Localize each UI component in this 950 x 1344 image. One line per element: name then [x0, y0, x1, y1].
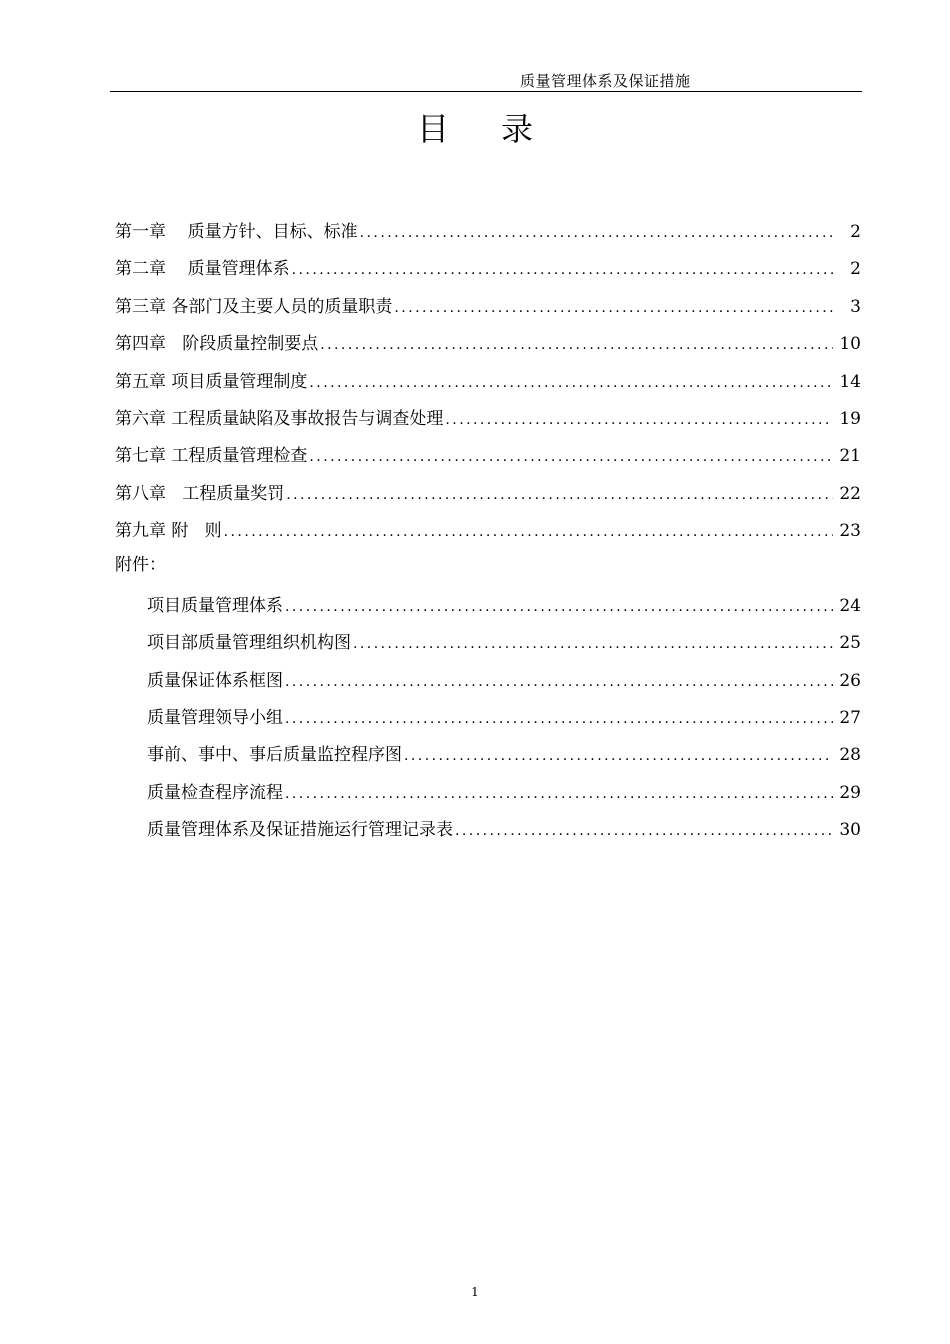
toc-leader-dots [353, 636, 833, 652]
toc-page-number: 27 [839, 708, 861, 729]
toc-page-number: 28 [839, 745, 861, 766]
toc-entry-label [115, 367, 307, 392]
toc-entry-appendix-7[interactable] [115, 815, 861, 852]
toc-entry-appendix-1[interactable] [115, 591, 861, 628]
toc-gap [166, 334, 182, 354]
toc-chapter-title: 工程质量奖罚 [182, 483, 285, 504]
toc-leader-dots [455, 823, 833, 839]
toc-entry-appendix-3[interactable] [115, 666, 861, 703]
toc-page-number: 25 [839, 633, 861, 654]
toc-page-number: 2 [850, 259, 861, 280]
toc-leader-dots [286, 487, 833, 503]
toc-chapter-title: 阶段质量控制要点 [182, 334, 319, 355]
toc-entry-appendix-2[interactable] [115, 628, 861, 665]
toc-chapter-title: 附 则 [171, 521, 222, 542]
toc-chapter-number: 第六章 [115, 408, 166, 429]
toc-leader-dots [404, 748, 833, 764]
toc-leader-dots [292, 262, 835, 278]
toc-entry-chapter-8[interactable] [115, 479, 861, 516]
toc-entry-label: 质量保证体系框图 [147, 670, 283, 691]
toc-chapter-number: 第二章 [115, 259, 166, 280]
toc-chapter-title: 项目质量管理制度 [171, 371, 308, 392]
toc-leader-dots [285, 711, 833, 727]
toc-chapter-title: 各部门及主要人员的质量职责 [171, 296, 393, 317]
toc-entry-label [115, 404, 443, 429]
page-number: 1 [471, 1285, 479, 1299]
toc-entry-label [115, 516, 222, 541]
toc-gap [166, 259, 188, 279]
toc-leader-dots [360, 225, 835, 241]
toc-chapter-number: 第五章 [115, 371, 166, 392]
toc-entry-label [115, 292, 392, 317]
toc-chapter-number: 第九章 [115, 521, 166, 542]
toc-entry-label: 项目质量管理体系 [147, 595, 283, 616]
toc-leader-dots [224, 524, 834, 540]
toc-page-number: 2 [850, 222, 861, 242]
toc-chapter-number: 第三章 [115, 296, 166, 317]
toc-leader-dots [309, 449, 833, 465]
running-header: 质量管理体系及保证措施 [520, 72, 691, 90]
toc-page-number: 26 [839, 670, 861, 691]
toc-page-number: 23 [839, 521, 861, 542]
toc-chapter-title: 质量管理体系 [187, 259, 290, 280]
toc-entry-chapter-3[interactable] [115, 292, 861, 329]
toc-entry-label: 质量管理领导小组 [147, 708, 283, 729]
toc-leader-dots [394, 300, 835, 316]
toc-entry-label [115, 329, 318, 354]
header-rule [110, 91, 862, 92]
toc-entry-label [115, 217, 358, 242]
toc-entry-chapter-9[interactable] [115, 516, 861, 553]
toc-chapter-title: 工程质量缺陷及事故报告与调查处理 [171, 408, 444, 429]
toc-entry-label: 项目部质量管理组织机构图 [147, 633, 351, 654]
toc-entry-appendix-6[interactable] [115, 778, 861, 815]
appendix-heading: 附件： [115, 554, 166, 575]
toc-chapter-title: 质量方针、目标、标准 [187, 222, 358, 242]
toc-page-number: 30 [839, 820, 861, 841]
toc-entry-appendix-5[interactable] [115, 740, 861, 777]
toc-gap [166, 484, 182, 504]
toc-entry-chapter-4[interactable] [115, 329, 861, 366]
toc-page-number: 29 [839, 782, 861, 803]
toc-entry-label [115, 254, 290, 279]
toc-entry-chapter-5[interactable] [115, 367, 861, 404]
toc-page-number: 24 [839, 595, 861, 616]
toc-entry-label [115, 441, 307, 466]
toc-entry-chapter-7[interactable] [115, 441, 861, 478]
toc-entry-chapter-1[interactable] [115, 217, 861, 254]
toc-leader-dots [320, 337, 833, 353]
toc-leader-dots [285, 674, 833, 690]
toc-page-number: 22 [839, 483, 861, 504]
toc-entry-label: 质量管理体系及保证措施运行管理记录表 [147, 820, 453, 841]
toc-page-number: 21 [839, 446, 861, 467]
toc-page-number: 19 [839, 408, 861, 429]
toc-entry-chapter-6[interactable] [115, 404, 861, 441]
toc-chapter-number: 第八章 [115, 483, 166, 504]
toc-chapter-number: 第四章 [115, 334, 166, 355]
toc-chapter-number: 第七章 [115, 446, 166, 467]
toc-entry-appendix-4[interactable] [115, 703, 861, 740]
toc-entry-label [115, 479, 284, 504]
toc-gap [166, 222, 188, 242]
toc-entry-label: 质量检查程序流程 [147, 782, 283, 803]
table-of-contents [115, 217, 861, 853]
toc-entry-chapter-2[interactable] [115, 254, 861, 291]
toc-chapter-title: 工程质量管理检查 [171, 446, 308, 467]
toc-chapter-number: 第一章 [115, 222, 166, 242]
toc-leader-dots [309, 375, 833, 391]
toc-page-number: 3 [850, 296, 861, 317]
toc-entry-label: 事前、事中、事后质量监控程序图 [147, 745, 402, 766]
toc-leader-dots [445, 412, 833, 428]
toc-page-number: 10 [839, 334, 861, 355]
toc-leader-dots [285, 786, 833, 802]
toc-page-number: 14 [839, 371, 861, 392]
toc-leader-dots [285, 599, 833, 615]
toc-title: 目录 [416, 110, 585, 148]
